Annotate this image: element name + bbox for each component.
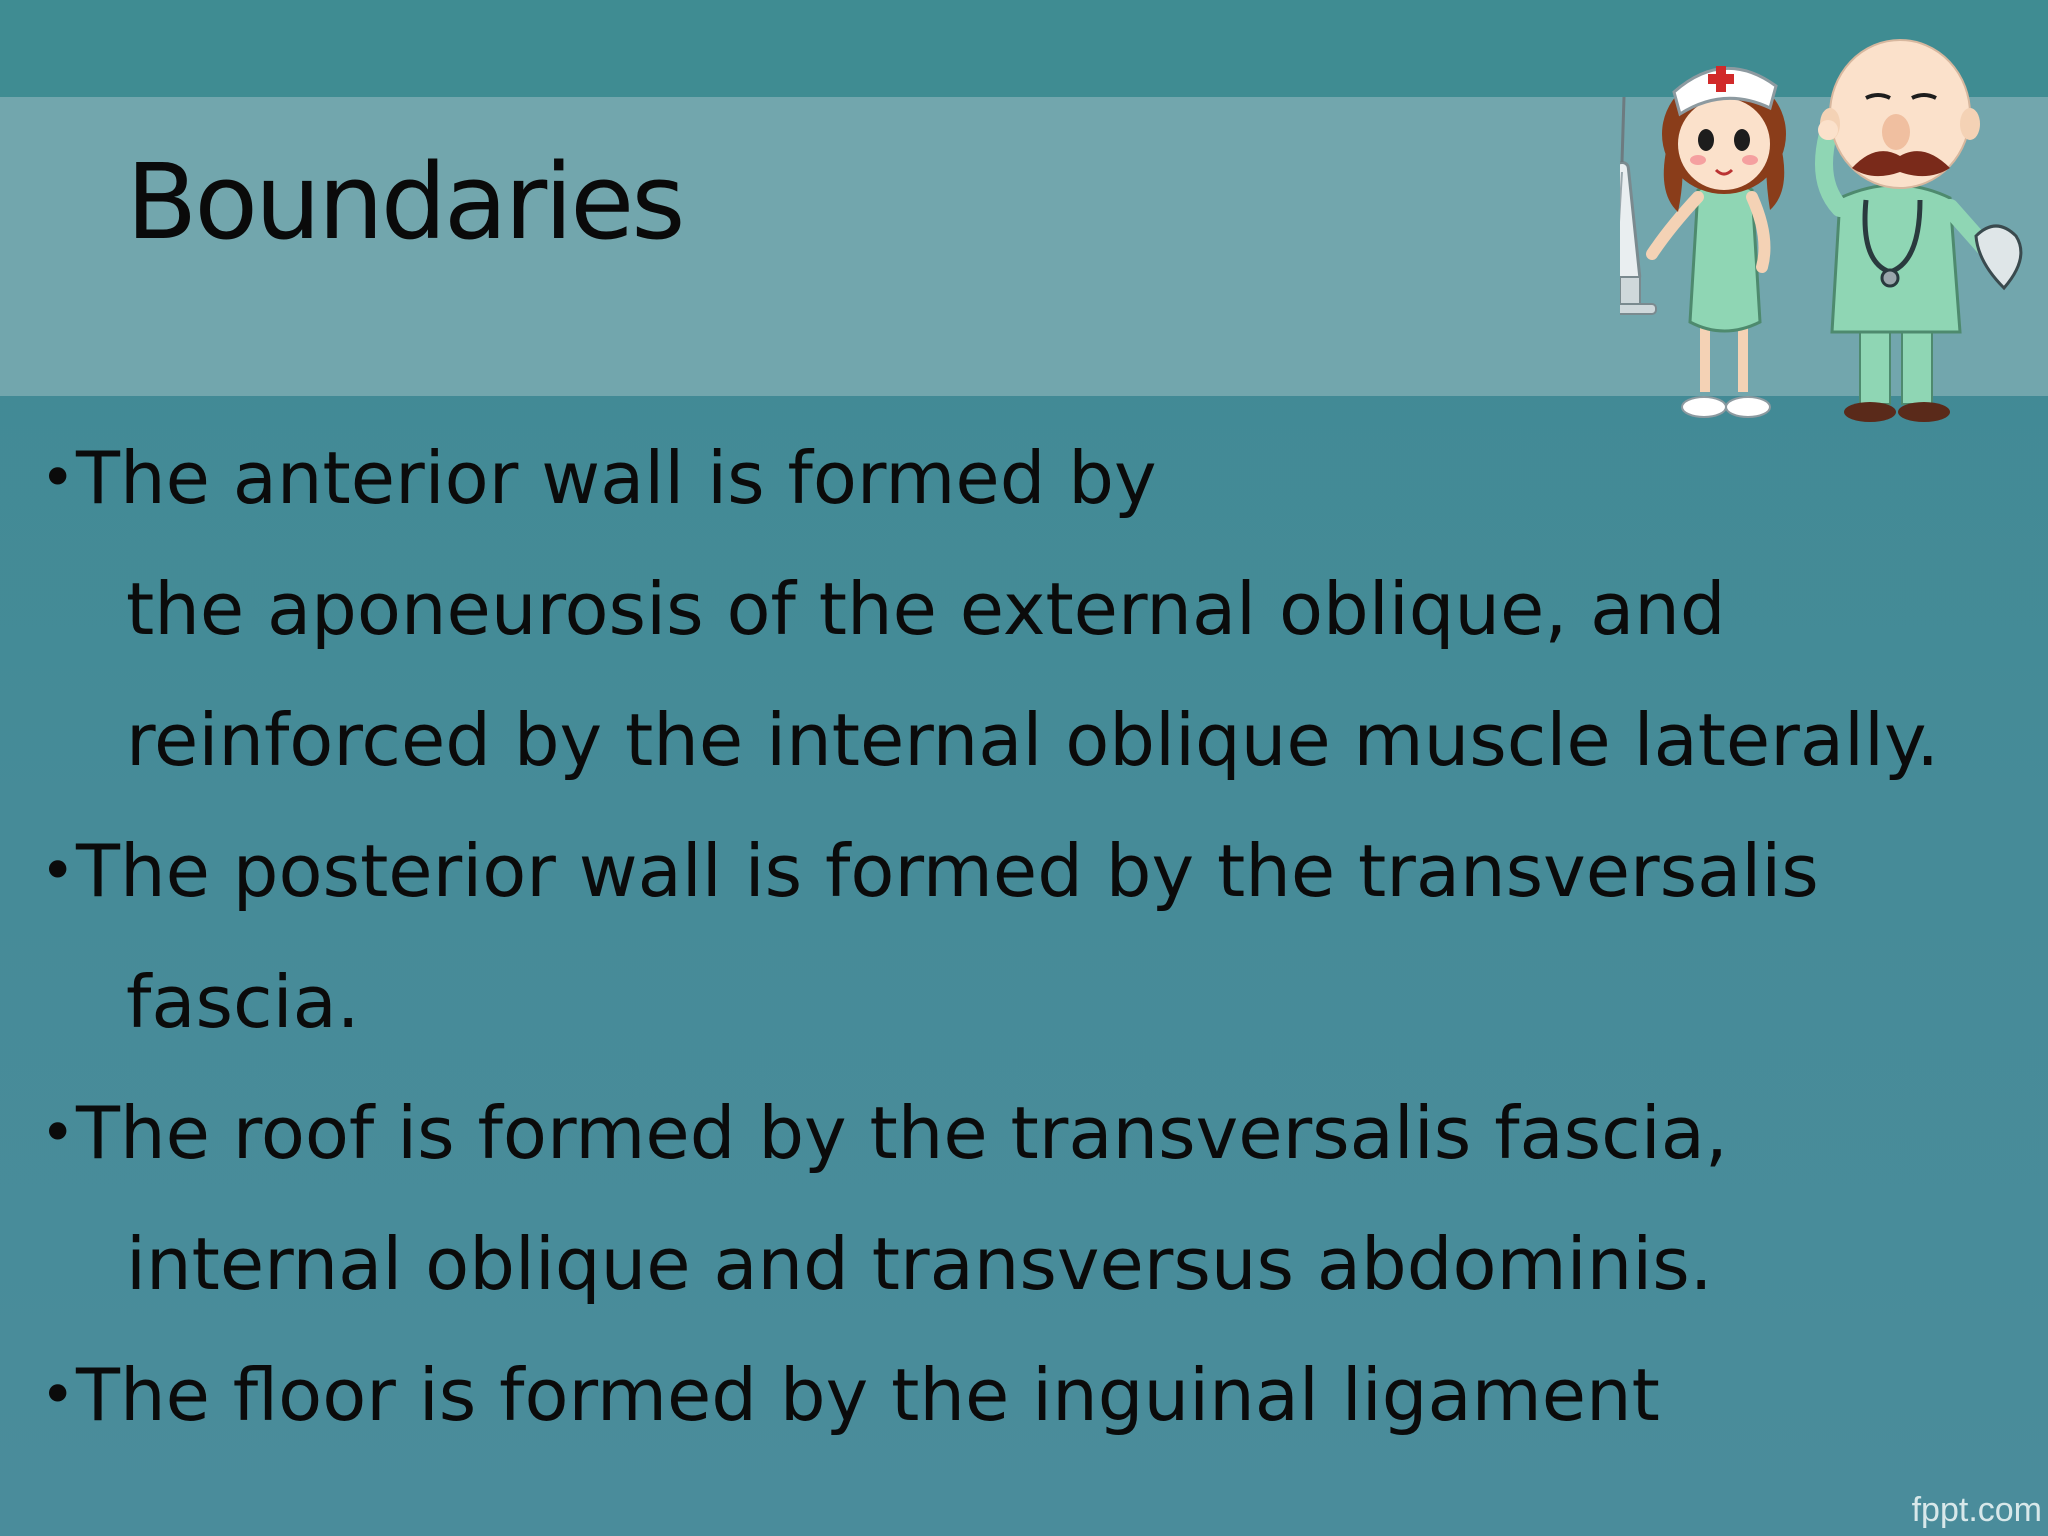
bullet-line: the aponeurosis of the external oblique, and [126,567,1726,651]
bullet-list [40,413,2030,1461]
bullet-marker: • [40,836,76,906]
bullet-marker: • [40,443,76,513]
slide-title: Boundaries [126,141,683,263]
bullet-marker: • [40,1360,76,1430]
bullet-line: fascia. [126,960,360,1044]
bullet-line: The roof is formed by the transversalis fascia, [76,1091,1728,1175]
bullet-line: The posterior wall is formed by the transversalis [76,829,1819,913]
bullet-line: reinforced by the internal oblique muscle laterally. [126,698,1940,782]
nurse-figure [1652,66,1786,417]
bullet-line: internal oblique and transversus abdominis. [126,1222,1713,1306]
bullet-posterior-wall [40,806,2030,1068]
bullet-roof [40,1068,2030,1330]
watermark-text: fppt.com [1911,1491,2042,1529]
bullet-line: The anterior wall is formed by [76,436,1157,520]
syringe-icon [1620,97,1656,314]
bullet-anterior-wall [40,413,2030,806]
bullet-line: The floor is formed by the inguinal ligament [76,1353,1660,1437]
bullet-marker: • [40,1098,76,1168]
bullet-floor [40,1330,2030,1461]
nurse-and-doctor-icon [1620,22,2046,430]
doctor-figure [1818,40,2021,422]
